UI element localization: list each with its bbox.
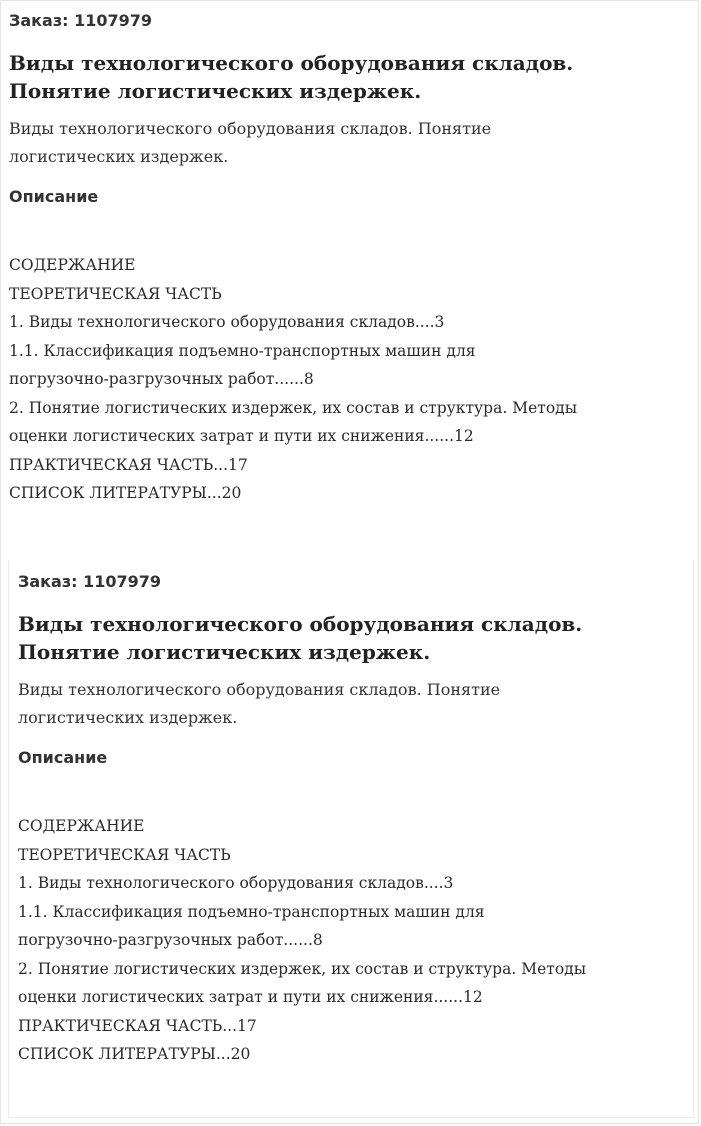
toc-line: СОДЕРЖАНИЕ (18, 817, 145, 835)
toc-line: ТЕОРЕТИЧЕСКАЯ ЧАСТЬ (18, 845, 231, 864)
toc-line: ПРАКТИЧЕСКАЯ ЧАСТЬ...17 (9, 455, 248, 474)
toc-line: оценки логистических затрат и пути их снижения......12 (18, 988, 483, 1006)
title-line-2: Понятие логистических издержек. (18, 640, 431, 664)
toc-line: оценки логистических затрат и пути их снижения......12 (9, 427, 474, 445)
description-heading: Описание (9, 187, 99, 206)
toc-line: 1. Виды технологического оборудования складов....3 (18, 874, 454, 892)
order-block-1 (9, 9, 689, 508)
order-number: Заказ: 1107979 (18, 572, 162, 591)
toc-line: СПИСОК ЛИТЕРАТУРЫ...20 (18, 1045, 251, 1063)
toc-line: СОДЕРЖАНИЕ (9, 256, 136, 274)
table-of-contents (18, 812, 694, 1069)
toc-line: 1.1. Классификация подъемно-транспортных машин для (18, 902, 485, 921)
toc-line: погрузочно-разгрузочных работ......8 (9, 370, 314, 388)
toc-line: 2. Понятие логистических издержек, их состав и структура. Методы (9, 398, 578, 417)
title-line-2: Понятие логистических издержек. (9, 79, 422, 103)
title-line-1: Виды технологического оборудования складов. (18, 612, 583, 636)
page-title (18, 610, 658, 666)
toc-line: погрузочно-разгрузочных работ......8 (18, 931, 323, 949)
subtitle-line-2: логистических издержек. (9, 147, 229, 166)
order-number: Заказ: 1107979 (9, 11, 153, 30)
page-subtitle (18, 676, 618, 732)
page-title (9, 49, 649, 105)
subtitle-line-1: Виды технологического оборудования складов. Понятие (9, 119, 492, 138)
title-line-1: Виды технологического оборудования складов. (9, 51, 574, 75)
toc-line: 1.1. Классификация подъемно-транспортных машин для (9, 341, 476, 360)
description-heading: Описание (18, 748, 108, 767)
subtitle-line-1: Виды технологического оборудования складов. Понятие (18, 680, 501, 699)
order-block-2 (18, 570, 698, 1069)
table-of-contents (9, 251, 685, 508)
toc-line: 1. Виды технологического оборудования складов....3 (9, 313, 445, 331)
toc-line: ТЕОРЕТИЧЕСКАЯ ЧАСТЬ (9, 284, 222, 303)
toc-line: ПРАКТИЧЕСКАЯ ЧАСТЬ...17 (18, 1016, 257, 1035)
toc-line: СПИСОК ЛИТЕРАТУРЫ...20 (9, 484, 242, 502)
page-subtitle (9, 115, 609, 171)
toc-line: 2. Понятие логистических издержек, их состав и структура. Методы (18, 959, 587, 978)
subtitle-line-2: логистических издержек. (18, 708, 238, 727)
